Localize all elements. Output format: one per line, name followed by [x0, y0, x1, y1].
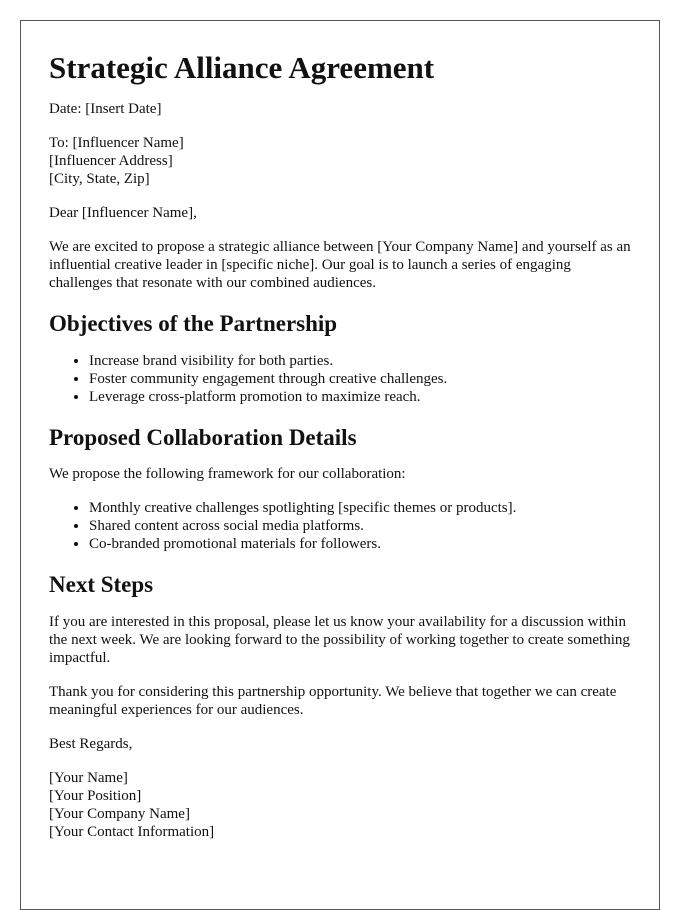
intro-paragraph: We are excited to propose a strategic alliance between [Your Company Name] and yourself as an influential creative leader in [specific niche]. Our goal is to launch a series of engaging challenges that resonate with our combined audiences.	[49, 239, 631, 292]
salutation: Dear [Influencer Name],	[49, 205, 197, 222]
closing: Best Regards,	[49, 735, 133, 752]
signature-position: [Your Position]	[49, 787, 142, 804]
collaboration-list	[49, 499, 631, 553]
recipient-to: To: [Influencer Name]	[49, 135, 184, 152]
recipient-city: [City, State, Zip]	[49, 171, 150, 188]
document-title: Strategic Alliance Agreement	[49, 50, 435, 85]
objectives-list	[49, 352, 631, 406]
list-item: • Increase brand visibility for both parties.	[89, 352, 631, 370]
signature-contact: [Your Contact Information]	[49, 823, 215, 840]
signature-company: [Your Company Name]	[49, 805, 190, 822]
list-item: • Co-branded promotional materials for followers.	[89, 535, 631, 553]
signature-block	[49, 769, 631, 841]
thanks-paragraph: Thank you for considering this partnership opportunity. We believe that together we can create meaningful experiences for our audiences.	[49, 683, 617, 718]
next-steps-heading: Next Steps	[49, 572, 154, 598]
date-line: Date: [Insert Date]	[49, 101, 162, 118]
list-item: • Monthly creative challenges spotlighting [specific themes or products].	[89, 499, 631, 517]
collaboration-intro: We propose the following framework for our collaboration:	[49, 466, 406, 483]
objectives-heading: Objectives of the Partnership	[49, 311, 338, 337]
recipient-address: [Influencer Address]	[49, 153, 173, 170]
list-item: • Foster community engagement through creative challenges.	[89, 370, 631, 388]
collaboration-heading: Proposed Collaboration Details	[49, 424, 357, 450]
recipient-block	[49, 134, 631, 188]
signature-name: [Your Name]	[49, 769, 128, 786]
next-steps-paragraph: If you are interested in this proposal, please let us know your availability for a discussion within the next week. We are looking forward to the possibility of working together to create something impactful.	[49, 613, 630, 666]
letter-page	[20, 20, 660, 910]
list-item: • Leverage cross-platform promotion to maximize reach.	[89, 388, 631, 406]
list-item: • Shared content across social media platforms.	[89, 517, 631, 535]
